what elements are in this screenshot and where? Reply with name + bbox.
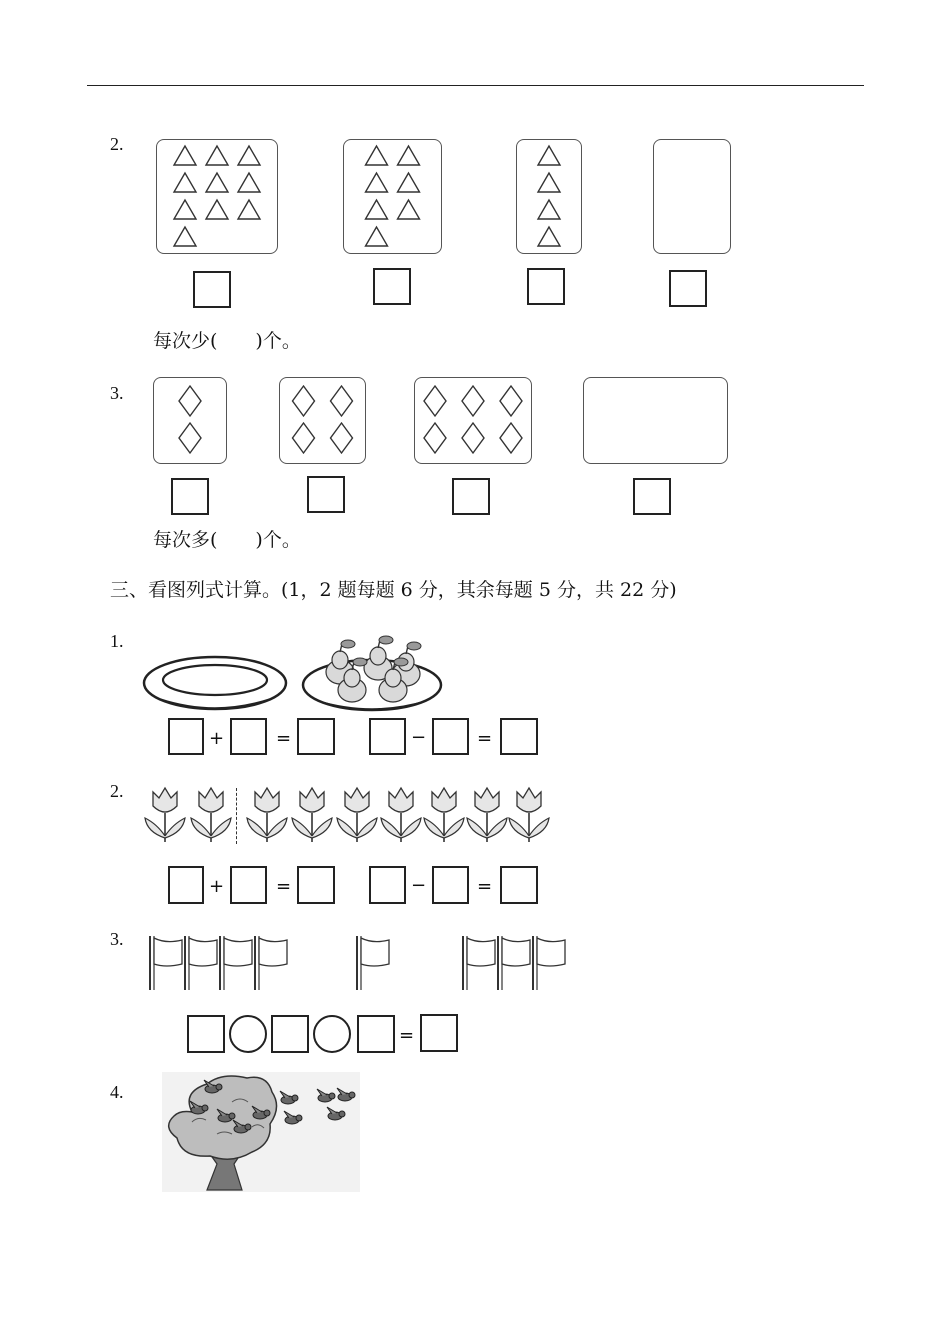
bird-icon bbox=[280, 1091, 298, 1104]
p2-number: 2. bbox=[110, 781, 124, 801]
p4-number: 4. bbox=[110, 1082, 124, 1102]
equals-sign: = bbox=[477, 876, 493, 897]
plus-sign: + bbox=[209, 728, 225, 749]
equals-sign: = bbox=[276, 728, 292, 749]
bird-icon bbox=[284, 1111, 302, 1124]
equals-sign: = bbox=[477, 728, 493, 749]
minus-sign: − bbox=[411, 875, 427, 896]
q2-prompt: 每次少( )个。 bbox=[153, 330, 301, 352]
q2-number: 2. bbox=[110, 134, 124, 154]
bird-icon bbox=[337, 1088, 355, 1101]
bird-icon bbox=[233, 1120, 251, 1133]
minus-sign: − bbox=[411, 727, 427, 748]
bird-icon bbox=[252, 1106, 270, 1119]
bird-icon bbox=[204, 1080, 222, 1093]
p3-number: 3. bbox=[110, 929, 124, 949]
p1-number: 1. bbox=[110, 631, 124, 651]
bird-icon bbox=[327, 1107, 345, 1120]
equals-sign: = bbox=[399, 1025, 415, 1046]
equals-sign: = bbox=[276, 876, 292, 897]
section-heading: 三、看图列式计算。(1，2 题每题 6 分，其余每题 5 分，共 22 分) bbox=[110, 579, 677, 601]
bird-icon bbox=[190, 1101, 208, 1114]
bird-icon bbox=[317, 1089, 335, 1102]
bird-icon bbox=[217, 1109, 235, 1122]
q3-number: 3. bbox=[110, 383, 124, 403]
q3-prompt: 每次多( )个。 bbox=[153, 529, 301, 551]
plus-sign: + bbox=[209, 876, 225, 897]
